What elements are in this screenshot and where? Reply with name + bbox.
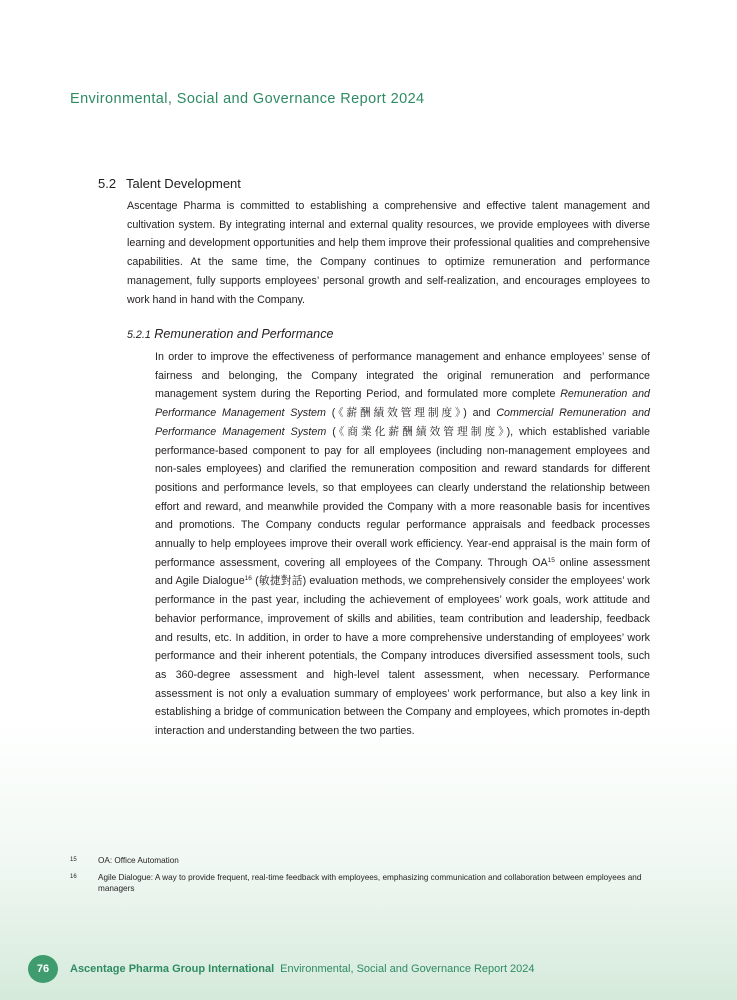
footnote-ref: 16: [244, 575, 252, 583]
subsection-number: 5.2.1: [127, 329, 151, 341]
footnote-text: Agile Dialogue: A way to provide frequent, real-time feedback with employees, emphasizing communication and collaboration between employees and managers: [98, 872, 642, 893]
subsection-paragraph: [155, 348, 650, 741]
report-header-title: Environmental, Social and Governance Report 2024: [70, 91, 425, 107]
section-title: Talent Development: [126, 176, 241, 191]
page-footer: [28, 955, 535, 983]
footnote-number: 16: [70, 873, 77, 880]
subsection-heading: [127, 327, 334, 341]
paragraph-text: (《商業化薪酬績效管理制度》), which established variable performance-based component to pay for all employees (including non-management employees and non-sales employees) and clarified the remuneration composition and reward standards for different positions and performance levels, so that employees can clearly understand the relationship between effort and reward, and meanwhile provided the Company with a more reasonable basis for incentives and promotions. The Company conducts regular performance appraisals and feedback processes annually to help employees improve their overall work efficiency. Year-end appraisal is the main form of performance assessment, covering all employees of the Company. Through OA: [155, 425, 650, 569]
section-number: 5.2: [98, 176, 117, 191]
paragraph-text: (敏捷對話) evaluation methods, we comprehensively consider the employees’ work performance in the past year, including the achievement of employees’ work goals, work attitude and behavior performance, improvement of skills and abilities, team contribution and leadership, feedback and results, etc. In addition, in order to have a more comprehensive understanding of employees’ work performance and their inherent potentials, the Company introduces diversified assessment tools, such as 360-degree assessment and high-level talent assessment, when necessary. Performance assessment is not only a evaluation summary of employees’ work performance, but also a key link in establishing a bridge of communication between the Company and employees, which promotes in-depth interaction and understanding between the two parties.: [155, 575, 650, 738]
footer-report-title: Environmental, Social and Governance Report 2024: [280, 963, 535, 975]
document-title: Remuneration and Performance Management System: [155, 388, 650, 420]
paragraph-text: online assessment and Agile Dialogue: [155, 556, 650, 588]
footnote-number: 15: [70, 857, 77, 863]
footnotes: [70, 855, 650, 900]
paragraph-text: (《薪酬績效管理制度》) and: [325, 407, 497, 420]
footnote: [70, 855, 650, 867]
subsection-title: Remuneration and Performance: [154, 327, 334, 341]
document-title: Commercial Remuneration and Performance Management System: [155, 407, 650, 438]
footer-company-name: Ascentage Pharma Group International: [70, 963, 275, 975]
page-number-badge: 76: [28, 955, 58, 983]
footnote-text: OA: Office Automation: [98, 856, 179, 865]
section-paragraph: Ascentage Pharma is committed to establishing a comprehensive and effective talent management and cultivation system. By integrating internal and external quality resources, we provide employees with diverse learning and development opportunities and help them improve their professional qualities and comprehensive capabilities. At the same time, the Company continues to optimize remuneration and performance management, fully supports employees’ personal growth and self-realization, and encourages employees to work hand in hand with the Company.: [127, 200, 650, 306]
footnote-ref: 15: [547, 556, 555, 564]
section-heading: [98, 176, 241, 191]
footnote: [70, 872, 650, 895]
paragraph-text: In order to improve the effectiveness of performance management and enhance employees’ sense of fairness and belonging, the Company integrated the original remuneration and performance management system during the Reporting Period, and formulated more complete: [155, 351, 650, 401]
